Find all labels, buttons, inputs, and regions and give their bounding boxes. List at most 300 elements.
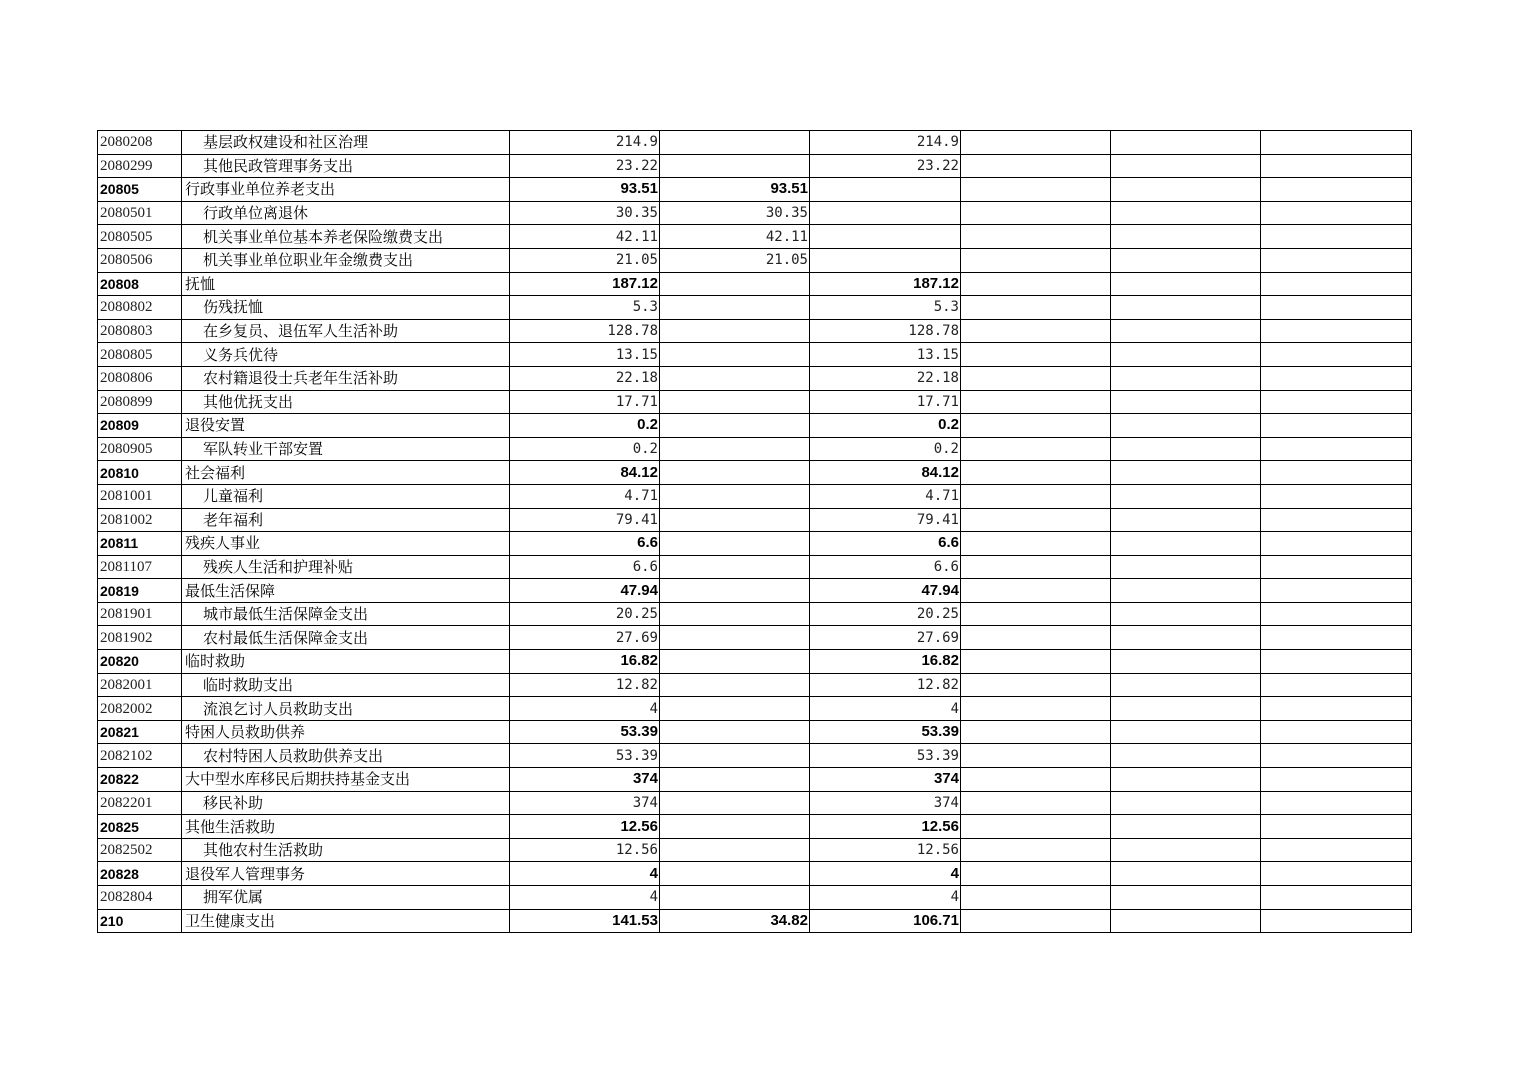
row-col-8 bbox=[1261, 508, 1412, 532]
row-code: 2082502 bbox=[98, 838, 182, 862]
row-code: 20809 bbox=[98, 414, 182, 438]
row-col-6 bbox=[961, 886, 1111, 910]
row-basic bbox=[660, 579, 810, 603]
row-code: 20820 bbox=[98, 650, 182, 674]
table-row-category bbox=[98, 272, 1412, 296]
row-name bbox=[182, 248, 510, 272]
row-project: 22.18 bbox=[810, 366, 961, 390]
row-code: 2082102 bbox=[98, 744, 182, 768]
row-name-text: 农村最低生活保障金支出 bbox=[203, 628, 369, 647]
row-basic: 30.35 bbox=[660, 201, 810, 225]
row-code: 2080805 bbox=[98, 343, 182, 367]
row-total: 16.82 bbox=[510, 650, 660, 674]
table-row bbox=[98, 390, 1412, 414]
row-name bbox=[182, 673, 510, 697]
row-basic bbox=[660, 461, 810, 485]
table-row-category bbox=[98, 532, 1412, 556]
row-col-8 bbox=[1261, 366, 1412, 390]
row-col-8 bbox=[1261, 720, 1412, 744]
row-col-8 bbox=[1261, 768, 1412, 792]
row-basic bbox=[660, 626, 810, 650]
row-total: 5.3 bbox=[510, 296, 660, 320]
row-name bbox=[182, 272, 510, 296]
row-basic bbox=[660, 838, 810, 862]
row-project: 12.82 bbox=[810, 673, 961, 697]
row-col-8 bbox=[1261, 791, 1412, 815]
row-col-6 bbox=[961, 697, 1111, 721]
row-basic bbox=[660, 555, 810, 579]
row-project: 4 bbox=[810, 886, 961, 910]
row-basic bbox=[660, 720, 810, 744]
row-col-6 bbox=[961, 673, 1111, 697]
table-row bbox=[98, 319, 1412, 343]
row-code: 2082002 bbox=[98, 697, 182, 721]
table-row-category bbox=[98, 768, 1412, 792]
row-project: 17.71 bbox=[810, 390, 961, 414]
row-code: 2080802 bbox=[98, 296, 182, 320]
row-name-text: 在乡复员、退伍军人生活补助 bbox=[203, 322, 399, 341]
row-col-7 bbox=[1111, 343, 1261, 367]
table-row-category bbox=[98, 650, 1412, 674]
row-code: 2082804 bbox=[98, 886, 182, 910]
row-project: 16.82 bbox=[810, 650, 961, 674]
row-project: 6.6 bbox=[810, 555, 961, 579]
row-name bbox=[182, 579, 510, 603]
row-col-7 bbox=[1111, 555, 1261, 579]
row-total: 20.25 bbox=[510, 602, 660, 626]
row-total: 93.51 bbox=[510, 178, 660, 202]
row-total: 21.05 bbox=[510, 248, 660, 272]
row-col-8 bbox=[1261, 886, 1412, 910]
row-col-8 bbox=[1261, 201, 1412, 225]
row-col-7 bbox=[1111, 650, 1261, 674]
table-row bbox=[98, 366, 1412, 390]
row-col-6 bbox=[961, 201, 1111, 225]
row-basic: 34.82 bbox=[660, 909, 810, 933]
table-body bbox=[98, 131, 1412, 933]
row-col-8 bbox=[1261, 484, 1412, 508]
row-col-7 bbox=[1111, 532, 1261, 556]
table-row bbox=[98, 484, 1412, 508]
row-project: 4 bbox=[810, 862, 961, 886]
row-col-7 bbox=[1111, 791, 1261, 815]
row-name bbox=[182, 602, 510, 626]
row-col-6 bbox=[961, 461, 1111, 485]
row-basic bbox=[660, 296, 810, 320]
row-project: 47.94 bbox=[810, 579, 961, 603]
row-project: 214.9 bbox=[810, 131, 961, 155]
row-col-8 bbox=[1261, 178, 1412, 202]
row-name bbox=[182, 201, 510, 225]
row-name bbox=[182, 390, 510, 414]
row-col-7 bbox=[1111, 131, 1261, 155]
row-col-7 bbox=[1111, 744, 1261, 768]
row-col-7 bbox=[1111, 815, 1261, 839]
row-total: 12.82 bbox=[510, 673, 660, 697]
row-col-8 bbox=[1261, 579, 1412, 603]
row-basic bbox=[660, 862, 810, 886]
table-row-category bbox=[98, 815, 1412, 839]
row-code: 2081002 bbox=[98, 508, 182, 532]
row-basic bbox=[660, 768, 810, 792]
row-col-6 bbox=[961, 414, 1111, 438]
row-col-7 bbox=[1111, 296, 1261, 320]
row-code: 2081001 bbox=[98, 484, 182, 508]
row-code: 20825 bbox=[98, 815, 182, 839]
row-basic bbox=[660, 508, 810, 532]
table-row bbox=[98, 154, 1412, 178]
row-basic: 42.11 bbox=[660, 225, 810, 249]
row-name bbox=[182, 343, 510, 367]
row-code: 2080806 bbox=[98, 366, 182, 390]
row-col-7 bbox=[1111, 886, 1261, 910]
row-col-8 bbox=[1261, 626, 1412, 650]
row-name bbox=[182, 886, 510, 910]
row-col-6 bbox=[961, 296, 1111, 320]
table-row-category bbox=[98, 461, 1412, 485]
row-name bbox=[182, 154, 510, 178]
row-col-6 bbox=[961, 508, 1111, 532]
row-total: 12.56 bbox=[510, 815, 660, 839]
row-code: 20828 bbox=[98, 862, 182, 886]
table-row-category bbox=[98, 862, 1412, 886]
row-project bbox=[810, 178, 961, 202]
row-name-text: 伤残抚恤 bbox=[203, 298, 264, 317]
row-total: 22.18 bbox=[510, 366, 660, 390]
row-col-8 bbox=[1261, 319, 1412, 343]
table-row bbox=[98, 886, 1412, 910]
row-col-8 bbox=[1261, 272, 1412, 296]
row-col-7 bbox=[1111, 461, 1261, 485]
row-col-8 bbox=[1261, 390, 1412, 414]
row-code: 2082001 bbox=[98, 673, 182, 697]
row-name bbox=[182, 414, 510, 438]
row-total: 27.69 bbox=[510, 626, 660, 650]
row-name-text: 农村特困人员救助供养支出 bbox=[203, 746, 384, 765]
row-code: 20811 bbox=[98, 532, 182, 556]
row-total: 6.6 bbox=[510, 555, 660, 579]
row-name bbox=[182, 720, 510, 744]
row-col-8 bbox=[1261, 437, 1412, 461]
row-name bbox=[182, 909, 510, 933]
row-col-6 bbox=[961, 272, 1111, 296]
row-code: 20822 bbox=[98, 768, 182, 792]
row-code: 2080899 bbox=[98, 390, 182, 414]
row-basic: 93.51 bbox=[660, 178, 810, 202]
table-row bbox=[98, 508, 1412, 532]
row-col-8 bbox=[1261, 225, 1412, 249]
row-code: 20819 bbox=[98, 579, 182, 603]
row-col-6 bbox=[961, 555, 1111, 579]
row-col-7 bbox=[1111, 768, 1261, 792]
row-project: 13.15 bbox=[810, 343, 961, 367]
row-project: 79.41 bbox=[810, 508, 961, 532]
row-col-6 bbox=[961, 484, 1111, 508]
row-name bbox=[182, 697, 510, 721]
row-name-text: 抚恤 bbox=[185, 274, 216, 293]
row-col-8 bbox=[1261, 744, 1412, 768]
table-row-category bbox=[98, 178, 1412, 202]
row-project: 27.69 bbox=[810, 626, 961, 650]
row-project: 12.56 bbox=[810, 838, 961, 862]
row-col-6 bbox=[961, 626, 1111, 650]
row-total: 0.2 bbox=[510, 437, 660, 461]
table-row bbox=[98, 673, 1412, 697]
row-col-6 bbox=[961, 178, 1111, 202]
row-name-text: 社会福利 bbox=[185, 463, 246, 482]
row-col-7 bbox=[1111, 178, 1261, 202]
row-code: 20821 bbox=[98, 720, 182, 744]
row-project: 374 bbox=[810, 768, 961, 792]
row-col-7 bbox=[1111, 862, 1261, 886]
row-name-text: 卫生健康支出 bbox=[185, 911, 276, 930]
row-col-7 bbox=[1111, 248, 1261, 272]
table-row bbox=[98, 602, 1412, 626]
row-code: 2080803 bbox=[98, 319, 182, 343]
row-project: 187.12 bbox=[810, 272, 961, 296]
row-col-8 bbox=[1261, 154, 1412, 178]
row-col-7 bbox=[1111, 626, 1261, 650]
row-total: 214.9 bbox=[510, 131, 660, 155]
row-name-text: 城市最低生活保障金支出 bbox=[203, 605, 369, 624]
row-total: 0.2 bbox=[510, 414, 660, 438]
row-col-6 bbox=[961, 366, 1111, 390]
row-basic bbox=[660, 697, 810, 721]
row-name-text: 其他民政管理事务支出 bbox=[203, 156, 354, 175]
row-code: 2080501 bbox=[98, 201, 182, 225]
row-name bbox=[182, 650, 510, 674]
row-col-8 bbox=[1261, 248, 1412, 272]
row-col-7 bbox=[1111, 154, 1261, 178]
row-name-text: 儿童福利 bbox=[203, 487, 264, 506]
row-name bbox=[182, 768, 510, 792]
row-col-6 bbox=[961, 579, 1111, 603]
row-name-text: 军队转业干部安置 bbox=[203, 440, 324, 459]
row-name bbox=[182, 555, 510, 579]
row-total: 12.56 bbox=[510, 838, 660, 862]
row-col-8 bbox=[1261, 650, 1412, 674]
row-code: 2081107 bbox=[98, 555, 182, 579]
row-name-text: 退役军人管理事务 bbox=[185, 864, 306, 883]
row-basic bbox=[660, 650, 810, 674]
row-name-text: 临时救助 bbox=[185, 652, 246, 671]
row-col-7 bbox=[1111, 272, 1261, 296]
table-row bbox=[98, 343, 1412, 367]
row-project bbox=[810, 225, 961, 249]
row-col-8 bbox=[1261, 532, 1412, 556]
row-col-8 bbox=[1261, 909, 1412, 933]
row-name-text: 最低生活保障 bbox=[185, 581, 276, 600]
row-col-7 bbox=[1111, 602, 1261, 626]
row-name-text: 农村籍退役士兵老年生活补助 bbox=[203, 369, 399, 388]
row-name bbox=[182, 437, 510, 461]
row-name-text: 机关事业单位基本养老保险缴费支出 bbox=[203, 227, 444, 246]
row-col-6 bbox=[961, 720, 1111, 744]
row-total: 374 bbox=[510, 791, 660, 815]
row-name bbox=[182, 508, 510, 532]
row-total: 4 bbox=[510, 886, 660, 910]
row-name bbox=[182, 461, 510, 485]
row-project bbox=[810, 248, 961, 272]
row-col-7 bbox=[1111, 697, 1261, 721]
row-col-6 bbox=[961, 343, 1111, 367]
row-project: 4 bbox=[810, 697, 961, 721]
row-col-8 bbox=[1261, 296, 1412, 320]
row-name bbox=[182, 532, 510, 556]
table-row bbox=[98, 248, 1412, 272]
table-row bbox=[98, 437, 1412, 461]
row-project: 23.22 bbox=[810, 154, 961, 178]
row-col-7 bbox=[1111, 414, 1261, 438]
row-col-7 bbox=[1111, 484, 1261, 508]
row-col-6 bbox=[961, 248, 1111, 272]
row-total: 13.15 bbox=[510, 343, 660, 367]
row-col-6 bbox=[961, 154, 1111, 178]
row-col-6 bbox=[961, 225, 1111, 249]
row-col-6 bbox=[961, 838, 1111, 862]
row-name bbox=[182, 319, 510, 343]
row-name-text: 老年福利 bbox=[203, 510, 264, 529]
row-project: 53.39 bbox=[810, 744, 961, 768]
row-code: 2080506 bbox=[98, 248, 182, 272]
row-total: 53.39 bbox=[510, 720, 660, 744]
row-col-7 bbox=[1111, 366, 1261, 390]
row-col-7 bbox=[1111, 201, 1261, 225]
row-code: 2080208 bbox=[98, 131, 182, 155]
table-row bbox=[98, 791, 1412, 815]
row-name-text: 基层政权建设和社区治理 bbox=[203, 133, 369, 152]
row-col-7 bbox=[1111, 437, 1261, 461]
row-basic bbox=[660, 131, 810, 155]
row-basic bbox=[660, 791, 810, 815]
row-col-6 bbox=[961, 909, 1111, 933]
row-code: 20810 bbox=[98, 461, 182, 485]
row-col-7 bbox=[1111, 838, 1261, 862]
row-name bbox=[182, 178, 510, 202]
table-row bbox=[98, 838, 1412, 862]
row-col-8 bbox=[1261, 555, 1412, 579]
row-name-text: 临时救助支出 bbox=[203, 675, 294, 694]
row-name bbox=[182, 131, 510, 155]
row-name bbox=[182, 862, 510, 886]
row-basic bbox=[660, 602, 810, 626]
row-name-text: 退役安置 bbox=[185, 416, 246, 435]
row-total: 128.78 bbox=[510, 319, 660, 343]
row-name bbox=[182, 791, 510, 815]
row-name bbox=[182, 626, 510, 650]
row-name-text: 残疾人事业 bbox=[185, 534, 261, 553]
row-col-6 bbox=[961, 768, 1111, 792]
row-project: 106.71 bbox=[810, 909, 961, 933]
row-col-8 bbox=[1261, 697, 1412, 721]
row-col-6 bbox=[961, 862, 1111, 886]
row-name-text: 特困人员救助供养 bbox=[185, 723, 306, 742]
row-name bbox=[182, 484, 510, 508]
row-project: 0.2 bbox=[810, 437, 961, 461]
table-row bbox=[98, 626, 1412, 650]
row-total: 4 bbox=[510, 697, 660, 721]
row-name-text: 其他农村生活救助 bbox=[203, 841, 324, 860]
row-name bbox=[182, 838, 510, 862]
row-basic bbox=[660, 343, 810, 367]
row-name-text: 移民补助 bbox=[203, 793, 264, 812]
row-col-6 bbox=[961, 602, 1111, 626]
row-project: 53.39 bbox=[810, 720, 961, 744]
row-project: 4.71 bbox=[810, 484, 961, 508]
row-name-text: 行政单位离退休 bbox=[203, 204, 309, 223]
row-project: 6.6 bbox=[810, 532, 961, 556]
row-code: 2080505 bbox=[98, 225, 182, 249]
row-col-8 bbox=[1261, 602, 1412, 626]
row-total: 42.11 bbox=[510, 225, 660, 249]
row-total: 6.6 bbox=[510, 532, 660, 556]
row-name bbox=[182, 744, 510, 768]
row-col-6 bbox=[961, 390, 1111, 414]
row-name bbox=[182, 815, 510, 839]
table-row bbox=[98, 555, 1412, 579]
row-col-8 bbox=[1261, 673, 1412, 697]
row-col-8 bbox=[1261, 131, 1412, 155]
row-project: 20.25 bbox=[810, 602, 961, 626]
row-total: 79.41 bbox=[510, 508, 660, 532]
row-basic bbox=[660, 437, 810, 461]
table-row bbox=[98, 131, 1412, 155]
row-col-8 bbox=[1261, 414, 1412, 438]
row-col-7 bbox=[1111, 579, 1261, 603]
table-row bbox=[98, 225, 1412, 249]
row-col-8 bbox=[1261, 343, 1412, 367]
row-basic: 21.05 bbox=[660, 248, 810, 272]
row-basic bbox=[660, 366, 810, 390]
row-name bbox=[182, 225, 510, 249]
row-basic bbox=[660, 154, 810, 178]
row-basic bbox=[660, 390, 810, 414]
row-basic bbox=[660, 886, 810, 910]
row-col-6 bbox=[961, 319, 1111, 343]
row-name-text: 大中型水库移民后期扶持基金支出 bbox=[185, 770, 411, 789]
table-row-category bbox=[98, 909, 1412, 933]
row-name-text: 残疾人生活和护理补贴 bbox=[203, 557, 354, 576]
row-project: 5.3 bbox=[810, 296, 961, 320]
row-name-text: 行政事业单位养老支出 bbox=[185, 180, 336, 199]
row-basic bbox=[660, 815, 810, 839]
row-code: 2082201 bbox=[98, 791, 182, 815]
row-project: 128.78 bbox=[810, 319, 961, 343]
row-col-7 bbox=[1111, 225, 1261, 249]
row-col-6 bbox=[961, 532, 1111, 556]
row-name-text: 流浪乞讨人员救助支出 bbox=[203, 699, 354, 718]
row-col-6 bbox=[961, 744, 1111, 768]
row-code: 2080905 bbox=[98, 437, 182, 461]
row-col-8 bbox=[1261, 862, 1412, 886]
row-col-6 bbox=[961, 815, 1111, 839]
table-row-category bbox=[98, 579, 1412, 603]
row-col-7 bbox=[1111, 508, 1261, 532]
row-name-text: 其他优抚支出 bbox=[203, 392, 294, 411]
row-basic bbox=[660, 744, 810, 768]
row-total: 30.35 bbox=[510, 201, 660, 225]
row-col-7 bbox=[1111, 673, 1261, 697]
row-code: 20805 bbox=[98, 178, 182, 202]
row-col-6 bbox=[961, 650, 1111, 674]
row-code: 210 bbox=[98, 909, 182, 933]
row-col-8 bbox=[1261, 461, 1412, 485]
row-name-text: 拥军优属 bbox=[203, 888, 264, 907]
row-basic bbox=[660, 532, 810, 556]
row-project: 84.12 bbox=[810, 461, 961, 485]
row-total: 141.53 bbox=[510, 909, 660, 933]
row-project: 12.56 bbox=[810, 815, 961, 839]
